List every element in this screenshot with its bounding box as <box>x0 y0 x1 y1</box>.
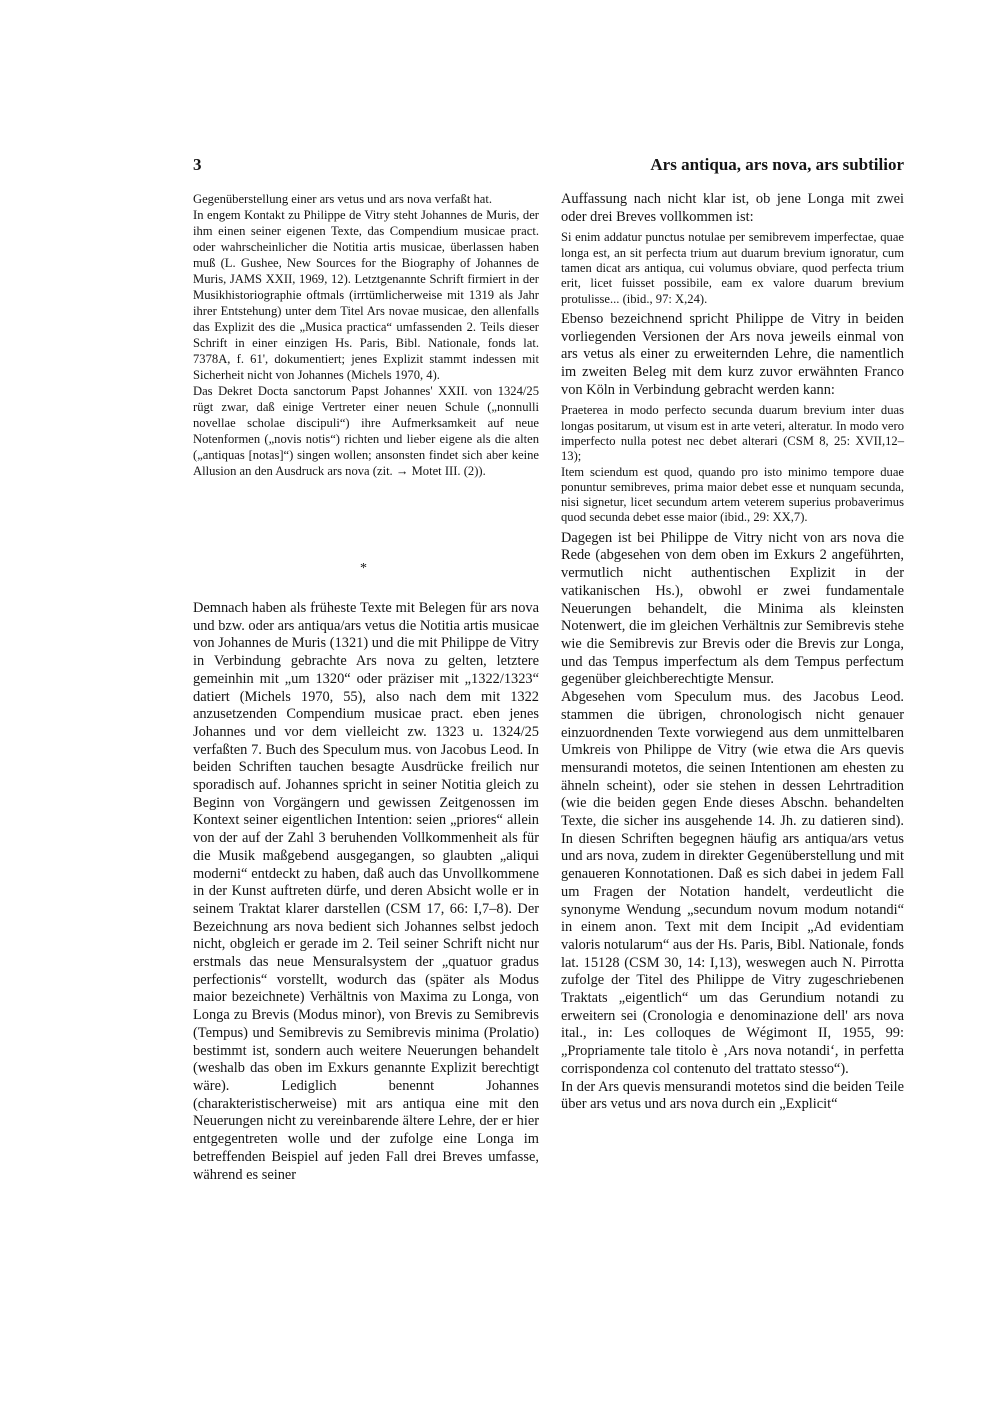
latin-quote: Praeterea in modo perfecto secunda duarum brevium inter duas longas positarum, ut visum est in arte veteri, alteratur. In modo vero imperfecto nulla potest nec debet alterari (CSM 8, 25: XVII,12–13); <box>561 403 904 464</box>
paragraph: Das Dekret Docta sanctorum Papst Johannes' XXII. von 1324/25 rügt zwar, daß einige Vertreter einer neuen Schule („nonnulli novellae scholae discipuli“) ihre Aufmerksamkeit auf neue Notenformen („novis notis“) richten und lieber eigene als die alten („antiquas [notas]“) singen wollen; ansonsten findet sich aber keine Allusion an den Ausdruck ars nova (zit. → Motet III. (2)). <box>193 384 539 478</box>
paragraph: Demnach haben als früheste Texte mit Belegen für ars nova und bzw. oder ars antiqua/ars vetus die Notitia artis musicae von Johannes de Muris (1321) und die mit Philippe de Vitry in Verbindung gebrachte Ars nova zu gelten, letztere gemeinhin mit „um 1320“ oder präziser mit „1322/1323“ datiert (Michels 1970, 55), also nach dem mit 1322 anzusetzenden Compendium musicae pract. eben jenes Johannes und vor dem vielleicht zw. 1323 u. 1324/25 verfaßten 7. Buch des Speculum mus. von Jacobus Leod. In beiden Schriften tauchen besagte Ausdrücke freilich nur sporadisch auf. Johannes spricht in seiner Notitia gleich zu Beginn von Vorgängern und gewissen Zeitgenossen im Kontext seiner eigentlichen Intention: seien „priores“ allein von der auf der Zahl 3 beruhenden Vollkommenheit als für die Musik maßgebend ausgegangen, so glaubten „aliqui moderni“ entdeckt zu haben, daß auch das Unvollkommene in der Kunst auftreten dürfe, und deren Absicht wolle er in seinem Traktat klarer darstellen (CSM 17, 66: I,7–8). Der Bezeichnung ars nova bedient sich Johannes selbst jedoch nicht, obgleich er gerade im 2. Teil seiner Schrift nicht nur erstmals das neue Mensuralsystem der „quatuor gradus perfectionis“ vorstellt, wodurch das (später als Modus maior bezeichnete) Verhältnis von Maxima zu Longa, von Longa zu Brevis (Modus minor), von Brevis zu Semibrevis (Tempus) und Semibrevis zu Semibrevis minima (Prolatio) bestimmt ist, sondern auch weitere Neuerungen behandelt (weshalb das oben im Exkurs genannte Explizit berechtigt wäre). Lediglich benennt Johannes (charakteristischerweise) mit ars antiqua eine mit den Neuerungen nicht zu vereinbarende ältere Lehre, der er hier entgegentreten wolle und der zufolge eine Longa im betreffenden Beispiel auf jeden Fall drei Breves umfasse, während es seiner <box>193 600 539 1183</box>
paragraph: Dagegen ist bei Philippe de Vitry nicht von ars nova die Rede (abgesehen von dem oben im Exkurs 2 angeführten, vermutlich nicht authentischen Explizit in der vatikanischen Hs.), obwohl er zwei fundamentale Neuerungen behandelt, die Minima als kleinsten Notenwert, die im gleichen Verhältnis zur Semibrevis stehe wie die Semibrevis zur Brevis oder die Brevis zur Longa, und das Tempus imperfectum als dem Tempus perfectum gegenüber gleichberechtigte Mensur. <box>561 529 904 688</box>
left-column-body <box>193 600 539 1184</box>
paragraph: Ebenso bezeichnend spricht Philippe de Vitry in beiden vorliegenden Versionen der Ars nova jeweils einmal von ars vetus als einer zu erweiternden Lehre, die namentlich im zweiten Beleg mit dem kurz zuvor erwähnten Franco von Köln in Verbindung gebracht werden kann: <box>561 310 904 398</box>
page-number: 3 <box>193 155 202 174</box>
paragraph: In der Ars quevis mensurandi motetos sind die beiden Teile über ars vetus und ars nova durch ein „Explicit“ <box>561 1078 904 1113</box>
latin-quote: Si enim addatur punctus notulae per semibrevem imperfectae, quae longa est, an sit perfecta trium aut duarum brevium ignoratur, cum tamen dicat ars antiqua, cui volumus obviare, quod perfecta trium erit, licet fuisset possibile, eam ex valore duarum brevium protulisse... (ibid., 97: X,24). <box>561 230 904 306</box>
paragraph: Abgesehen vom Speculum mus. des Jacobus Leod. stammen die übrigen, chronologisch nicht genauer einzuordnenden Texte vorwiegend aus dem unmittelbaren Umkreis von Philippe de Vitry (wie etwa die Ars quevis mensurandi motetos, die seinen Intentionen am ehesten zu ähneln scheint), oder sie stehen in dessen Lehrtradition (wie die beiden gegen Ende dieses Abschn. behandelten Texte, die sicher ins ausgehende 14. Jh. zu datieren sind). In diesen Schriften begegnen häufig ars antiqua/ars vetus und ars nova, zudem in direkter Gegenüberstellung und mit genaueren Konnotationen. Daß es sich dabei in jedem Fall um Fragen der Notation handelt, verdeutlicht die synonyme Wendung „secundum novum modum notandi“ in einem anon. Text mit dem Incipit „Ad evidentiam valoris notularum“ aus der Hs. Paris, Bibl. Nationale, fonds lat. 15128 (CSM 30, 14: I,13), weswegen auch N. Pirrotta zufolge der Titel des Philippe de Vitry zugeschriebenen Traktats „eigentlich“ um das Gerundium notandi zu erweitern sei (Cronologia e denominazione dell' ars nova ital., in: Les colloques de Wégimont II, 1955, 99: „Propriamente tale titolo è ‚Ars nova notandi‘, in perfetta corrispondenza col contenuto del trattato stesso“). <box>561 689 904 1077</box>
running-title: Ars antiqua, ars nova, ars subtilior <box>650 155 904 174</box>
left-column-top <box>193 191 539 479</box>
paragraph: Auffassung nach nicht klar ist, ob jene Longa mit zwei oder drei Breves vollkommen ist: <box>561 191 904 225</box>
paragraph: In engem Kontakt zu Philippe de Vitry steht Johannes de Muris, der ihm einen seiner eigenen Texte, das Compendium musicae pract. oder wahrscheinlicher die Notitia artis musicae, überlassen haben muß (L. Gushee, New Sources for the Biography of Johannes de Muris, JAMS XXII, 1969, 12). Letztgenannte Schrift firmiert in der Musikhistoriographie oftmals (irrtümlicherweise mit 1319 als Jahr ihrer Entstehung) unter dem Titel Ars novae musicae, den allenfalls das Explizit des die „Musica practica“ umfassenden 2. Teils dieser Schrift in einer einzigen Hs. Paris, Bibl. Nationale, fonds lat. 7378A, f. 61', dokumentiert; jenes Explizit stammt indessen mit Sicherheit nicht von Johannes (Michels 1970, 4). <box>193 208 539 382</box>
latin-quote: Item sciendum est quod, quando pro isto minimo tempore duae ponuntur semibreves, prima maior debet esse et nunquam secunda, nisi signetur, licet secundum artem veterem superius probaverimus quod secunda debet esse maior (ibid., 29: XX,7). <box>561 464 904 525</box>
right-column <box>561 191 904 1114</box>
paragraph: Gegenüberstellung einer ars vetus und ars nova verfaßt hat. <box>193 192 492 206</box>
section-separator: * <box>360 561 367 576</box>
